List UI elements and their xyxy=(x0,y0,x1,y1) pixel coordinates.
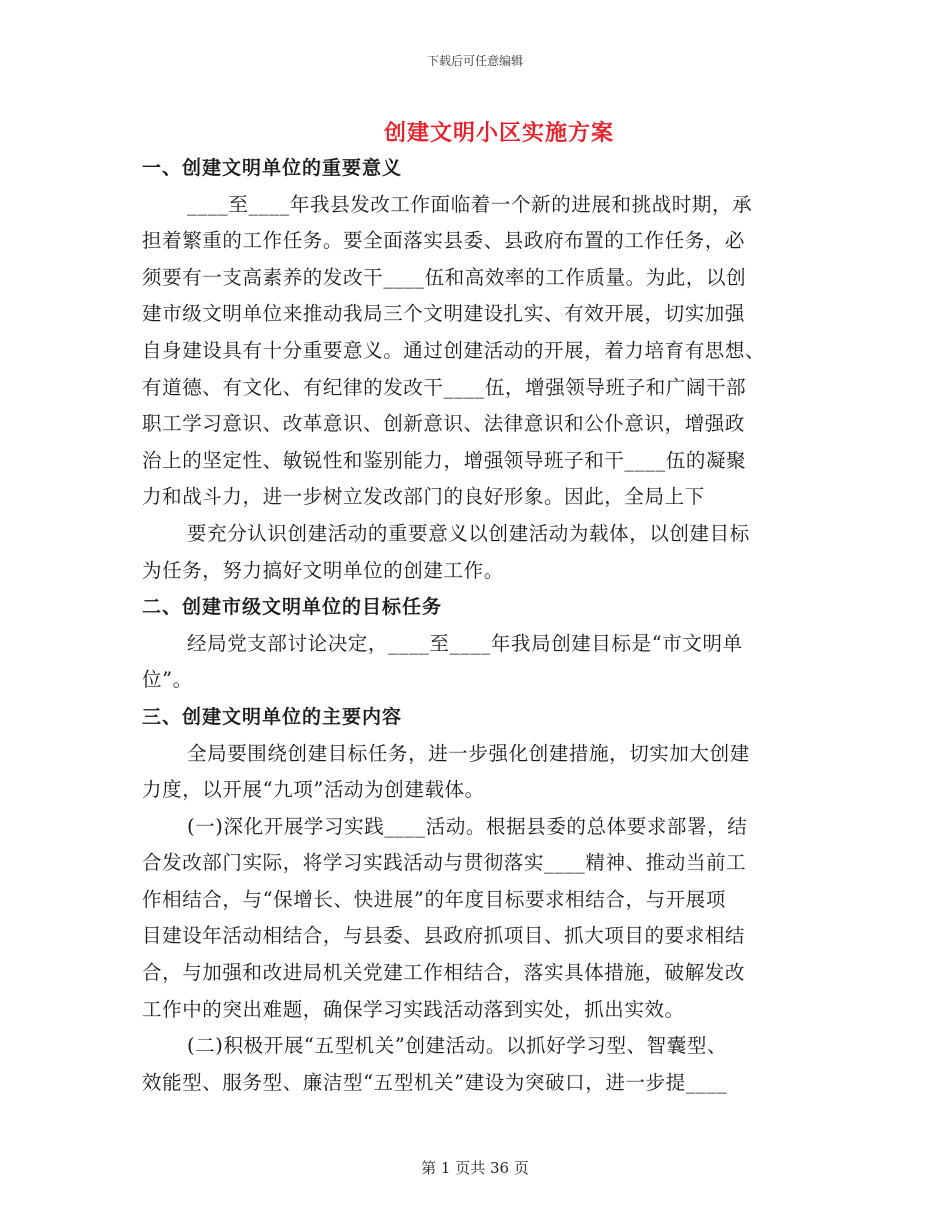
paragraph-line: 职工学习意识、改革意识、创新意识、法律意识和公仆意识，增强政 xyxy=(142,412,746,436)
paragraph-line: 效能型、服务型、廉洁型“五型机关”建设为突破口，进一步提____ xyxy=(142,1070,728,1094)
paragraph-line: 合发改部门实际，将学习实践活动与贯彻落实____精神、推动当前工 xyxy=(142,851,747,875)
paragraph-line: 经局党支部讨论决定，____至____年我局创建目标是“市文明单 xyxy=(187,631,743,655)
paragraph-line: 位”。 xyxy=(142,668,193,692)
paragraph-line: 合，与加强和改进局机关党建工作相结合，落实具体措施，破解发改 xyxy=(142,961,746,985)
paragraph-line: 要充分认识创建活动的重要意义以创建活动为载体，以创建目标 xyxy=(187,521,750,545)
header-note: 下载后可任意编辑 xyxy=(426,54,523,68)
paragraph-line: (二)积极开展“五型机关”创建活动。以抓好学习型、智囊型、 xyxy=(187,1034,728,1058)
paragraph-line: ____至____年我县发改工作面临着一个新的进展和挑战时期，承 xyxy=(187,192,753,216)
paragraph-line: 须要有一支高素养的发改干____伍和高效率的工作质量。为此，以创 xyxy=(142,265,747,289)
paragraph-line: 力度，以开展“九项”活动为创建载体。 xyxy=(142,778,485,802)
paragraph-line: 担着繁重的工作任务。要全面落实县委、县政府布置的工作任务，必 xyxy=(142,229,746,253)
paragraph-line: 全局要围绕创建目标任务，进一步强化创建措施，切实加大创建 xyxy=(187,741,750,765)
paragraph-line: 建市级文明单位来推动我局三个文明建设扎实、有效开展，切实加强 xyxy=(142,302,746,326)
paragraph-line: 有道德、有文化、有纪律的发改干____伍，增强领导班子和广阔干部 xyxy=(142,375,747,399)
section-heading: 二、创建市级文明单位的目标任务 xyxy=(142,596,443,619)
paragraph-line: 为任务，努力搞好文明单位的创建工作。 xyxy=(142,558,504,582)
section-heading: 一、创建文明单位的重要意义 xyxy=(142,157,403,179)
paragraph-line: 力和战斗力，进一步树立发改部门的良好形象。因此，全局上下 xyxy=(142,485,705,509)
paragraph-line: 目建设年活动相结合，与县委、县政府抓项目、抓大项目的要求相结 xyxy=(142,924,746,948)
section-heading: 三、创建文明单位的主要内容 xyxy=(142,705,403,728)
paragraph-line: (一)深化开展学习实践____活动。根据县委的总体要求部署，结 xyxy=(187,814,748,838)
paragraph-line: 自身建设具有十分重要意义。通过创建活动的开展，着力培育有思想、 xyxy=(142,338,766,362)
paragraph-line: 治上的坚定性、敏锐性和鉴别能力，增强领导班子和干____伍的凝聚 xyxy=(142,448,747,472)
document-body xyxy=(142,150,802,1101)
paragraph-line: 工作中的突出难题，确保学习实践活动落到实处，抓出实效。 xyxy=(142,997,685,1021)
paragraph-line: 作相结合，与“保增长、快进展”的年度目标要求相结合，与开展项 xyxy=(142,887,726,911)
document-title: 创建文明小区实施方案 xyxy=(383,120,614,146)
page-footer: 第 1 页共 36 页 xyxy=(421,1159,529,1177)
